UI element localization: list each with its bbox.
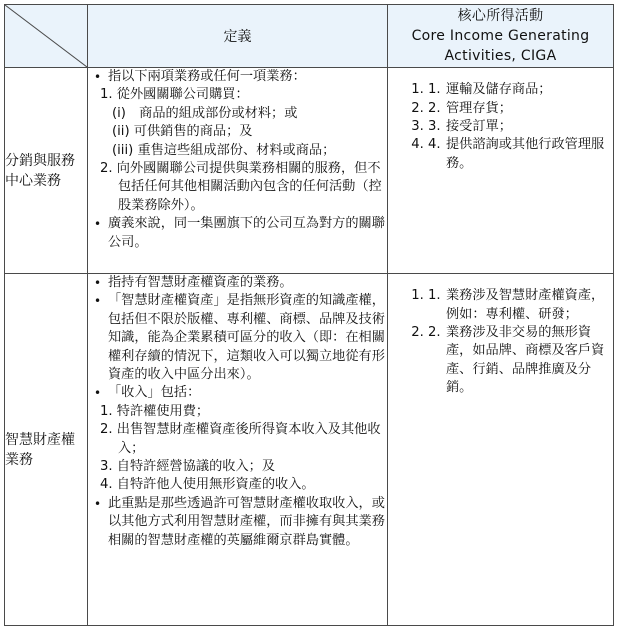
list-item: (i) 商品的組成部份或材料；或 (112, 105, 298, 121)
list-item: • 指以下兩項業務或任何一項業務： (94, 69, 306, 84)
list-item: (iii) 重售這些組成部份、材料或商品； (112, 142, 336, 158)
list-item: 1. 特許權使用費； (100, 403, 210, 419)
row-label: 分銷與服務中心業務 (5, 68, 88, 274)
table-row (5, 68, 614, 274)
list-item: 4. 自特許他人使用無形資產的收入。 (100, 477, 315, 493)
table-row (5, 274, 614, 626)
ciga-table (4, 4, 614, 626)
list-item: • 廣義來說，同一集團旗下的公司互為對方的關聯公司。 (94, 216, 385, 250)
list-item: 2. 2. 業務涉及非交易的無形資產，如品牌、商標及客戶資產、行銷、品牌推廣及分銷。 (428, 324, 613, 398)
list-item: 2. 2. 管理存貨； (428, 100, 613, 118)
list-item: 2. 向外國關聯公司提供與業務相關的服務，但不包括任何其他相關活動內包含的任何活動（控股業務除外）。 (100, 161, 382, 213)
list-item: 1. 1. 業務涉及智慧財產權資產，例如：專利權、研發； (428, 287, 613, 324)
header-ciga (388, 5, 614, 68)
list-item: • 指持有智慧財產權資產的業務。 (94, 275, 293, 290)
list-item: 1. 從外國關聯公司購買： (100, 87, 249, 103)
list-item: 1. 1. 運輸及儲存商品； (428, 81, 613, 99)
list-item: (ii) 可供銷售的商品；及 (112, 124, 253, 140)
list-item: • 此重點是那些透過許可智慧財產權收取收入，或以其他方式利用智慧財產權，而非擁有與其業務相關的智慧財產權的英屬維爾京群島實體。 (94, 495, 385, 548)
header-definition: 定義 (88, 5, 388, 68)
definition-cell (88, 68, 388, 274)
header-row (5, 5, 614, 68)
list-item: 2. 出售智慧財產權資產後所得資本收入及其他收入； (100, 422, 381, 456)
diagonal-line (5, 5, 87, 67)
list-item: • 「收入」包括： (94, 385, 201, 401)
list-item: 4. 4. 提供諮詢或其他行政管理服務。 (428, 136, 613, 173)
header-ciga-en2: Activities, CIGA (444, 48, 557, 64)
definition-cell (88, 274, 388, 626)
list-item: 3. 自特許經營協議的收入；及 (100, 459, 276, 475)
header-ciga-zh: 核心所得活動 (457, 8, 544, 24)
header-ciga-en1: Core Income Generating (411, 28, 590, 44)
list-item: 3. 3. 接受訂單； (428, 118, 613, 136)
ciga-cell (388, 274, 614, 626)
row-label: 智慧財產權業務 (5, 274, 88, 626)
list-item: • 「智慧財產權資產」是指無形資產的知識產權，包括但不限於版權、專利權、商標、品牌及技術知識，能為企業累積可區分的收入（即：在相關權利存續的情況下，這類收入可以獨立地從有形資產的收入中區分出來）。 (94, 293, 385, 383)
corner-cell (5, 5, 88, 68)
ciga-cell (388, 68, 614, 274)
